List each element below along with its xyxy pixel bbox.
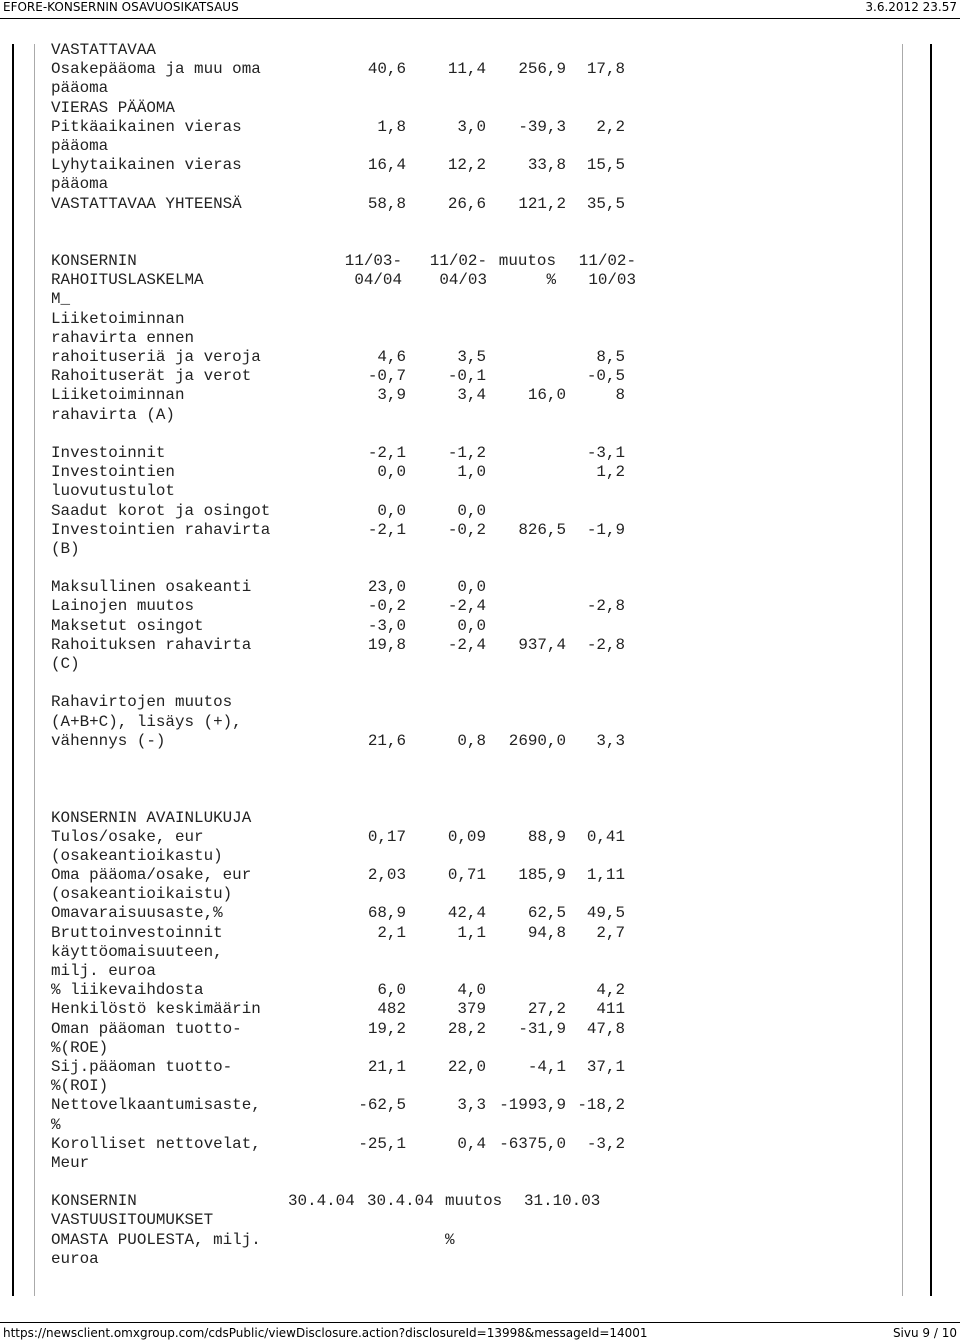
table-row <box>51 636 896 655</box>
value-cell: 1,2 <box>596 463 625 482</box>
row-label: Investoinnit <box>51 443 166 462</box>
table-row <box>51 597 896 616</box>
value-cell: -6375,0 <box>499 1134 566 1153</box>
row-label: Omavaraisuusaste,% <box>51 904 223 923</box>
left-border <box>12 44 14 1296</box>
value-cell: 1,8 <box>377 117 406 136</box>
value-cell: 3,5 <box>457 348 486 366</box>
value-cell: 49,5 <box>586 904 625 923</box>
value-cell: -31,9 <box>518 1019 566 1038</box>
value-cell: 4,6 <box>377 348 406 366</box>
table-row <box>51 137 896 156</box>
value-cell: 121,2 <box>518 194 566 213</box>
row-label: (C) <box>51 655 80 673</box>
table-row <box>51 904 896 923</box>
table-row <box>51 655 896 674</box>
table-row <box>51 1231 896 1250</box>
value-cell: 19,8 <box>367 635 406 654</box>
table-row <box>51 367 896 386</box>
value-cell: % <box>445 1230 455 1249</box>
source-url: https://newsclient.omxgroup.com/cdsPublic/viewDisclosure.action?disclosureId=13998&messageId=14001 <box>3 1326 648 1340</box>
table-row <box>51 866 896 885</box>
row-label: (osakeantioikastu) <box>51 846 223 865</box>
row-label: Tulos/osake, eur <box>51 827 204 846</box>
value-cell: 185,9 <box>518 866 566 885</box>
table-row <box>51 310 896 329</box>
row-label: rahavirta ennen <box>51 328 195 347</box>
value-cell: 0,41 <box>586 827 625 846</box>
spacer <box>51 1173 896 1192</box>
value-cell: 04/03 <box>439 271 487 290</box>
value-cell: -3,2 <box>586 1134 625 1153</box>
row-label: euroa <box>51 1249 99 1268</box>
table-row <box>51 1211 896 1230</box>
value-cell: -2,4 <box>447 597 486 616</box>
value-cell: 0,17 <box>367 827 406 846</box>
row-label: Korolliset nettovelat, <box>51 1134 261 1153</box>
print-datetime: 3.6.2012 23.57 <box>865 0 957 14</box>
value-cell: 411 <box>596 1000 625 1019</box>
table-row <box>51 118 896 137</box>
table-row <box>51 406 896 425</box>
table-row <box>51 195 896 214</box>
table-row <box>51 444 896 463</box>
value-cell: 3,3 <box>596 731 625 750</box>
row-label: Liiketoiminnan <box>51 309 185 328</box>
row-label: Lainojen muutos <box>51 597 195 616</box>
value-cell: 3,4 <box>457 386 486 405</box>
row-label: Maksullinen osakeanti <box>51 578 252 597</box>
table-row <box>51 943 896 962</box>
row-label: VIERAS PÄÄOMA <box>51 98 175 117</box>
value-cell: 826,5 <box>518 520 566 539</box>
row-label: VASTATTAVAA <box>51 41 156 59</box>
spacer <box>51 425 896 444</box>
table-row <box>51 713 896 732</box>
spacer <box>51 233 896 252</box>
value-cell: 33,8 <box>527 156 566 175</box>
value-cell: -2,8 <box>586 597 625 616</box>
value-cell: 8,5 <box>596 348 625 366</box>
row-label: Oman pääoman tuotto- <box>51 1019 242 1038</box>
table-row <box>51 981 896 1000</box>
row-label: M_ <box>51 290 71 309</box>
table-row <box>51 962 896 981</box>
value-cell: 47,8 <box>586 1019 625 1038</box>
table-row <box>51 924 896 943</box>
value-cell: 16,0 <box>527 386 566 405</box>
value-cell: 1,11 <box>586 866 625 885</box>
value-cell: 21,1 <box>367 1057 406 1076</box>
row-label: Maksetut osingot <box>51 616 204 635</box>
table-row <box>51 271 896 290</box>
value-cell: 0,0 <box>457 578 486 597</box>
table-row <box>51 463 896 482</box>
table-row <box>51 41 896 60</box>
table-row <box>51 99 896 118</box>
value-cell: 3,9 <box>377 386 406 405</box>
value-cell: -3,1 <box>586 443 625 462</box>
table-row <box>51 1058 896 1077</box>
spacer <box>51 559 896 578</box>
value-cell: 482 <box>377 1000 406 1019</box>
table-row <box>51 156 896 175</box>
header-divider <box>0 18 960 19</box>
row-label: Oma pääoma/osake, eur <box>51 866 252 885</box>
page-number: Sivu 9 / 10 <box>892 1326 957 1340</box>
row-label: rahoituseriä ja veroja <box>51 348 261 366</box>
document-title: EFORE-KONSERNIN OSAVUOSIKATSAUS <box>3 0 239 14</box>
table-row <box>51 1154 896 1173</box>
row-label: rahavirta (A) <box>51 405 175 424</box>
value-cell: 22,0 <box>447 1057 486 1076</box>
value-cell: 4,0 <box>457 981 486 1000</box>
table-row <box>51 578 896 597</box>
value-cell: 42,4 <box>447 904 486 923</box>
left-inner-border <box>34 44 35 1296</box>
value-cell: 23,0 <box>367 578 406 597</box>
row-label: Osakepääoma ja muu oma <box>51 60 261 79</box>
row-label: Pitkäaikainen vieras <box>51 117 242 136</box>
row-label: Sij.pääoman tuotto- <box>51 1057 233 1076</box>
row-label: Rahavirtojen muutos <box>51 693 233 712</box>
value-cell: % <box>546 271 556 290</box>
value-cell: 11,4 <box>447 60 486 79</box>
report-body <box>51 41 896 1269</box>
row-label: Henkilöstö keskimäärin <box>51 1000 261 1019</box>
table-row <box>51 1135 896 1154</box>
table-row <box>51 329 896 348</box>
table-row <box>51 1250 896 1269</box>
value-cell: 19,2 <box>367 1019 406 1038</box>
table-row <box>51 521 896 540</box>
row-label: Rahoituserät ja verot <box>51 367 252 386</box>
value-cell: 2,1 <box>377 923 406 942</box>
value-cell: -2,8 <box>586 635 625 654</box>
value-cell: -0,2 <box>367 597 406 616</box>
row-label: pääoma <box>51 175 109 194</box>
value-cell: -2,1 <box>367 520 406 539</box>
spacer <box>51 770 896 789</box>
row-label: VASTATTAVAA YHTEENSÄ <box>51 194 242 213</box>
row-label: OMASTA PUOLESTA, milj. <box>51 1230 261 1249</box>
value-cell: 0,0 <box>377 463 406 482</box>
value-cell: 94,8 <box>527 923 566 942</box>
value-cell: 2,7 <box>596 923 625 942</box>
row-label: (B) <box>51 539 80 558</box>
table-row <box>51 502 896 521</box>
value-cell: 04/04 <box>354 271 402 290</box>
value-cell: -39,3 <box>518 117 566 136</box>
value-cell: -0,1 <box>447 367 486 386</box>
table-row <box>51 1116 896 1135</box>
value-cell: 11/02- <box>578 252 636 271</box>
value-cell: -3,0 <box>367 616 406 635</box>
row-label: Saadut korot ja osingot <box>51 501 271 520</box>
table-row <box>51 617 896 636</box>
right-inner-border <box>902 44 903 1296</box>
value-cell: 1,0 <box>457 463 486 482</box>
value-cell: -0,2 <box>447 520 486 539</box>
table-row <box>51 290 896 309</box>
value-cell: 937,4 <box>518 635 566 654</box>
table-row <box>51 1000 896 1019</box>
row-label: Lyhytaikainen vieras <box>51 156 242 175</box>
row-label: Liiketoiminnan <box>51 386 185 405</box>
row-label: käyttöomaisuuteen, <box>51 942 223 961</box>
table-row <box>51 1039 896 1058</box>
value-cell: 0,0 <box>377 501 406 520</box>
value-cell: 26,6 <box>447 194 486 213</box>
value-cell: 379 <box>457 1000 486 1019</box>
value-cell: -0,5 <box>586 367 625 386</box>
value-cell: -2,4 <box>447 635 486 654</box>
table-row <box>51 252 896 271</box>
spacer <box>51 674 896 693</box>
table-row <box>51 732 896 751</box>
value-cell: 3,3 <box>457 1096 486 1115</box>
value-cell: 31.10.03 <box>524 1192 601 1211</box>
value-cell: -62,5 <box>358 1096 406 1115</box>
row-label: (osakeantioikaistu) <box>51 885 233 904</box>
value-cell: 37,1 <box>586 1057 625 1076</box>
value-cell: 62,5 <box>527 904 566 923</box>
value-cell: 35,5 <box>586 194 625 213</box>
value-cell: 256,9 <box>518 60 566 79</box>
value-cell: 40,6 <box>367 60 406 79</box>
value-cell: 12,2 <box>447 156 486 175</box>
value-cell: 1,1 <box>457 923 486 942</box>
table-row <box>51 482 896 501</box>
value-cell: muutos <box>498 252 556 271</box>
table-row <box>51 885 896 904</box>
value-cell: 21,6 <box>367 731 406 750</box>
table-row <box>51 175 896 194</box>
table-row <box>51 540 896 559</box>
value-cell: 4,2 <box>596 981 625 1000</box>
value-cell: 68,9 <box>367 904 406 923</box>
table-row <box>51 1096 896 1115</box>
row-label: VASTUUSITOUMUKSET <box>51 1211 214 1230</box>
value-cell: 8 <box>615 386 625 405</box>
table-row <box>51 828 896 847</box>
row-label: vähennys (-) <box>51 731 166 750</box>
value-cell: 11/02- <box>429 252 487 271</box>
row-label: Investointien rahavirta <box>51 520 271 539</box>
value-cell: 0,0 <box>457 501 486 520</box>
value-cell: 30.4.04 <box>288 1192 355 1211</box>
table-row <box>51 60 896 79</box>
row-label: milj. euroa <box>51 962 156 980</box>
value-cell: 6,0 <box>377 981 406 1000</box>
table-row <box>51 1020 896 1039</box>
value-cell: 16,4 <box>367 156 406 175</box>
value-cell: 3,0 <box>457 117 486 136</box>
value-cell: 2690,0 <box>508 731 566 750</box>
value-cell: 30.4.04 <box>367 1192 434 1211</box>
value-cell: 0,71 <box>447 866 486 885</box>
value-cell: 17,8 <box>586 60 625 79</box>
value-cell: 0,0 <box>457 616 486 635</box>
value-cell: -25,1 <box>358 1134 406 1153</box>
value-cell: 2,2 <box>596 117 625 136</box>
row-label: % <box>51 1115 61 1134</box>
row-label: (A+B+C), lisäys (+), <box>51 712 242 731</box>
spacer <box>51 789 896 808</box>
value-cell: 11/03- <box>344 252 402 271</box>
row-label: luovutustulot <box>51 482 175 501</box>
row-label: Investointien <box>51 463 175 482</box>
table-row <box>51 1192 896 1211</box>
table-row <box>51 79 896 98</box>
spacer <box>51 214 896 233</box>
value-cell: 88,9 <box>527 827 566 846</box>
value-cell: -1,9 <box>586 520 625 539</box>
value-cell: 10/03 <box>588 271 636 290</box>
row-label: %(ROE) <box>51 1038 109 1057</box>
value-cell: 0,4 <box>457 1134 486 1153</box>
row-label: Rahoituksen rahavirta <box>51 635 252 654</box>
value-cell: -0,7 <box>367 367 406 386</box>
value-cell: 0,09 <box>447 827 486 846</box>
table-row <box>51 693 896 712</box>
table-row <box>51 1077 896 1096</box>
value-cell: 58,8 <box>367 194 406 213</box>
value-cell: 2,03 <box>367 866 406 885</box>
value-cell: 15,5 <box>586 156 625 175</box>
row-label: KONSERNIN <box>51 252 137 271</box>
row-label: pääoma <box>51 136 109 155</box>
table-row <box>51 847 896 866</box>
value-cell: 28,2 <box>447 1019 486 1038</box>
row-label: Bruttoinvestoinnit <box>51 923 223 942</box>
table-row <box>51 348 896 367</box>
value-cell: muutos <box>445 1192 503 1211</box>
table-row <box>51 386 896 405</box>
row-label: Nettovelkaantumisaste, <box>51 1096 261 1115</box>
value-cell: 0,8 <box>457 731 486 750</box>
row-label: %(ROI) <box>51 1077 109 1096</box>
footer-divider <box>0 1322 960 1323</box>
row-label: Meur <box>51 1153 90 1172</box>
value-cell: -1,2 <box>447 443 486 462</box>
row-label: % liikevaihdosta <box>51 981 204 1000</box>
row-label: KONSERNIN <box>51 1192 137 1211</box>
spacer <box>51 751 896 770</box>
row-label: pääoma <box>51 79 109 98</box>
table-row <box>51 809 896 828</box>
value-cell: -1993,9 <box>499 1096 566 1115</box>
print-header <box>0 0 960 16</box>
value-cell: -2,1 <box>367 443 406 462</box>
value-cell: 27,2 <box>527 1000 566 1019</box>
value-cell: -4,1 <box>527 1057 566 1076</box>
right-border <box>930 44 932 1296</box>
row-label: RAHOITUSLASKELMA <box>51 271 204 290</box>
row-label: KONSERNIN AVAINLUKUJA <box>51 808 252 827</box>
value-cell: -18,2 <box>577 1096 625 1115</box>
